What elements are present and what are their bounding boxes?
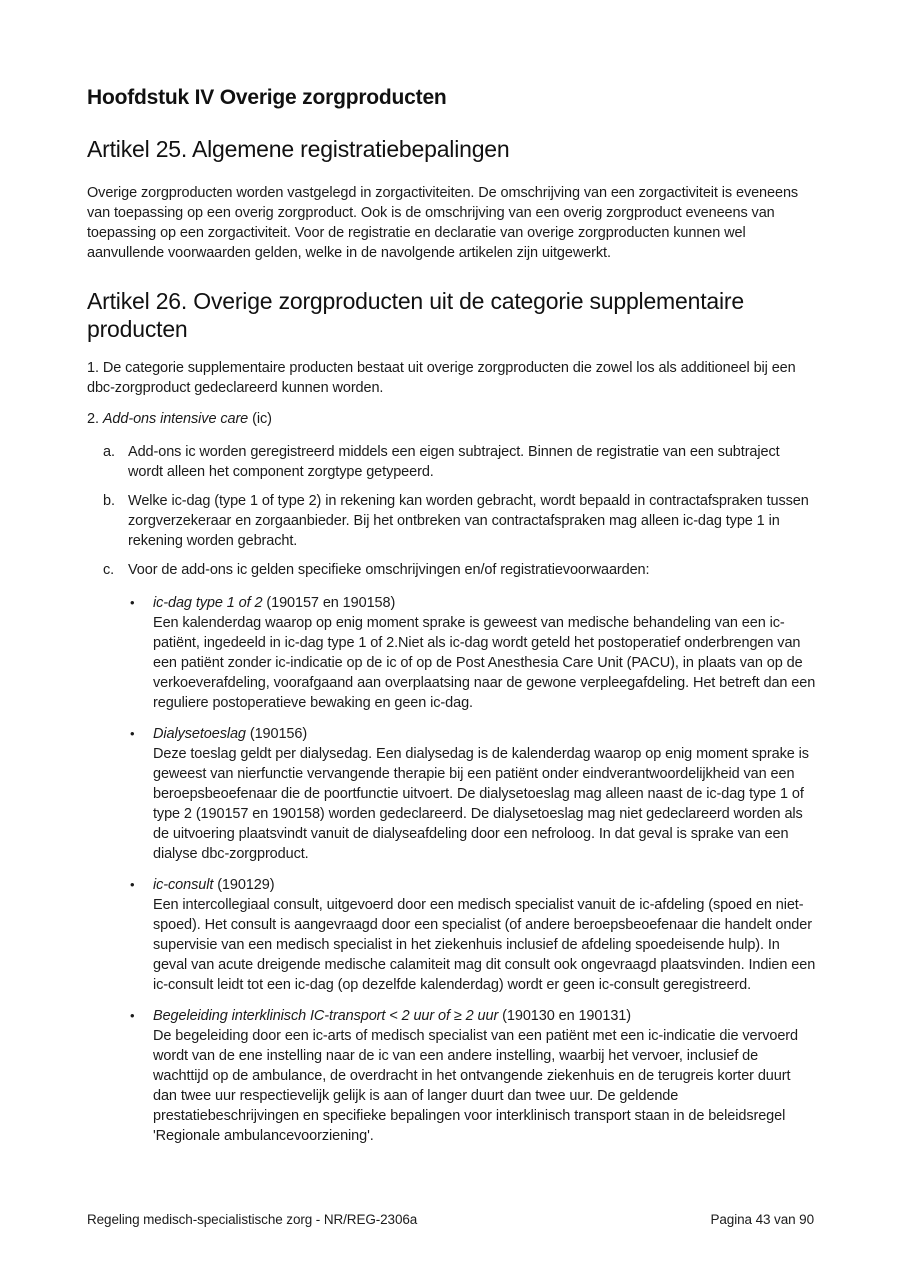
document-content xyxy=(87,86,817,1157)
bullet-code: (190156) xyxy=(249,726,308,742)
bullet-title-line xyxy=(153,593,817,613)
numbered-item-1: 1. De categorie supplementaire producten bestaat uit overige zorgproducten die zowel los als additioneel bij een dbc-zorgproduct gedeclareerd kunnen worden. xyxy=(87,360,796,396)
numbered-item-2-number: 2. xyxy=(87,411,99,427)
bullet-item-ic-dag xyxy=(87,593,817,713)
lettered-item-a xyxy=(87,442,817,482)
bullet-marker: • xyxy=(130,877,135,892)
bullet-content xyxy=(153,724,817,864)
bullet-marker: • xyxy=(130,595,135,610)
bullet-item-dialysetoeslag xyxy=(87,724,817,864)
bullet-item-ic-consult xyxy=(87,875,817,995)
bullet-title: ic-dag type 1 of 2 xyxy=(153,595,263,611)
bullet-code: (190130 en 190131) xyxy=(502,1008,631,1024)
lettered-list xyxy=(87,442,817,1146)
lettered-item-b-text: Welke ic-dag (type 1 of type 2) in rekening kan worden gebracht, wordt bepaald in contractafspraken tussen zorgverzekeraar en zorgaanbieder. Bij het ontbreken van contractafspraken mag alleen ic-dag type 1 in rekening worden gebracht. xyxy=(128,493,809,549)
lettered-item-c-text: Voor de add-ons ic gelden specifieke omschrijvingen en/of registratievoorwaarden: xyxy=(128,562,650,578)
chapter-heading: Hoofdstuk IV Overige zorgproducten xyxy=(87,86,447,109)
page-footer xyxy=(87,1212,814,1227)
lettered-item-c xyxy=(87,560,817,580)
bullet-body: De begeleiding door een ic-arts of medisch specialist van een patiënt met een ic-indicatie die vervoerd wordt van de ene instelling naar de ic van een andere instelling, waarbij het vervoer, inclusief de wachttijd op de ambulance, de overdracht in het ontvangende ziekenhuis en de terugreis korter duurt dan twee uur respectievelijk gelijk is aan of langer duurt dan twee uur. De geldende prestatiebeschrijvingen en specifieke bepalingen voor interklinisch transport staan in de beleidsregel 'Regionale ambulancevoorziening'. xyxy=(153,1028,798,1144)
lettered-item-b-label: b. xyxy=(103,493,115,509)
bullet-marker: • xyxy=(130,1008,135,1023)
bullet-title-line xyxy=(153,1006,817,1026)
footer-page-number: Pagina 43 van 90 xyxy=(710,1212,814,1227)
bullet-content xyxy=(153,593,817,713)
bullet-marker: • xyxy=(130,726,135,741)
bullet-body: Deze toeslag geldt per dialysedag. Een dialysedag is de kalenderdag waarop op enig moment sprake is geweest van nierfunctie vervangende therapie bij een patiënt onder eindverantwoordelijkheid van een beroepsbeoefenaar die de poortfunctie uitvoert. De dialysetoeslag mag alleen naast de ic-dag type 1 of type 2 (190157 en 190158) worden gedeclareerd. De dialysetoeslag mag niet gedeclareerd worden als de uitvoering plaatsvindt vanuit de dialyseafdeling door een nefroloog. In dat geval is sprake van een dialyse dbc-zorgproduct. xyxy=(153,746,809,862)
lettered-item-a-label: a. xyxy=(103,444,115,460)
bullet-title-line xyxy=(153,724,817,744)
numbered-item-2-rest: (ic) xyxy=(252,411,272,427)
bullet-code: (190157 en 190158) xyxy=(266,595,396,611)
bullet-list xyxy=(87,593,817,1146)
bullet-content xyxy=(153,1006,817,1146)
lettered-item-b xyxy=(87,491,817,551)
numbered-item-2 xyxy=(87,409,817,429)
bullet-body: Een intercollegiaal consult, uitgevoerd door een medisch specialist vanuit de ic-afdeling (spoed en niet-spoed). Het consult is aangevraagd door een specialist (of andere beroepsbeoefenaar die handelt onder supervisie van een medisch specialist in het ziekenhuis inclusief de afdeling spoedeisende hulp). In geval van acute dreigende medische calamiteit mag dit consult ook ongevraagd plaatsvinden. Indien een ic-consult leidt tot een ic-dag (op dezelfde kalenderdag) wordt er geen ic-consult geregistreerd. xyxy=(153,897,816,993)
bullet-title: Begeleiding interklinisch IC-transport < 2 uur of ≥ 2 uur xyxy=(153,1008,499,1024)
lettered-item-a-text: Add-ons ic worden geregistreerd middels een eigen subtraject. Binnen de registratie van een subtraject wordt alleen het component zorgtype getypeerd. xyxy=(128,444,780,480)
bullet-title: Dialysetoeslag xyxy=(153,726,246,742)
lettered-item-c-label: c. xyxy=(103,562,115,578)
bullet-code: (190129) xyxy=(217,877,275,893)
article26-heading: Artikel 26. Overige zorgproducten uit de categorie supplementaire producten xyxy=(87,288,744,342)
article25-paragraph: Overige zorgproducten worden vastgelegd in zorgactiviteiten. De omschrijving van een zorgactiviteit is eveneens van toepassing op een overig zorgproduct. Ook is de omschrijving van een overig zorgproduct eveneens van toepassing op een zorgactiviteit. Voor de registratie en declaratie van overige zorgproducten kunnen wel aanvullende voorwaarden gelden, welke in de navolgende artikelen zijn uitgewerkt. xyxy=(87,185,799,261)
bullet-body: Een kalenderdag waarop op enig moment sprake is geweest van medische behandeling van een ic-patiënt, ingedeeld in ic-dag type 1 of 2.Niet als ic-dag wordt geteld het postoperatief onderbrengen van een patiënt zonder ic-indicatie op de ic of op de Post Anesthesia Care Unit (PACU), in plaats van op de verkoeverafdeling, voorafgaand aan overplaatsing naar de gewone verpleegafdeling. Het betreft dan een reguliere postoperatieve bewaking en geen ic-dag. xyxy=(153,615,816,711)
bullet-content xyxy=(153,875,817,995)
bullet-title: ic-consult xyxy=(153,877,214,893)
numbered-item-2-title: Add-ons intensive care xyxy=(102,411,249,427)
article25-heading: Artikel 25. Algemene registratiebepalingen xyxy=(87,136,510,162)
footer-document-title: Regeling medisch-specialistische zorg - NR/REG-2306a xyxy=(87,1212,418,1227)
bullet-title-line xyxy=(153,875,817,895)
bullet-item-ic-transport xyxy=(87,1006,817,1146)
